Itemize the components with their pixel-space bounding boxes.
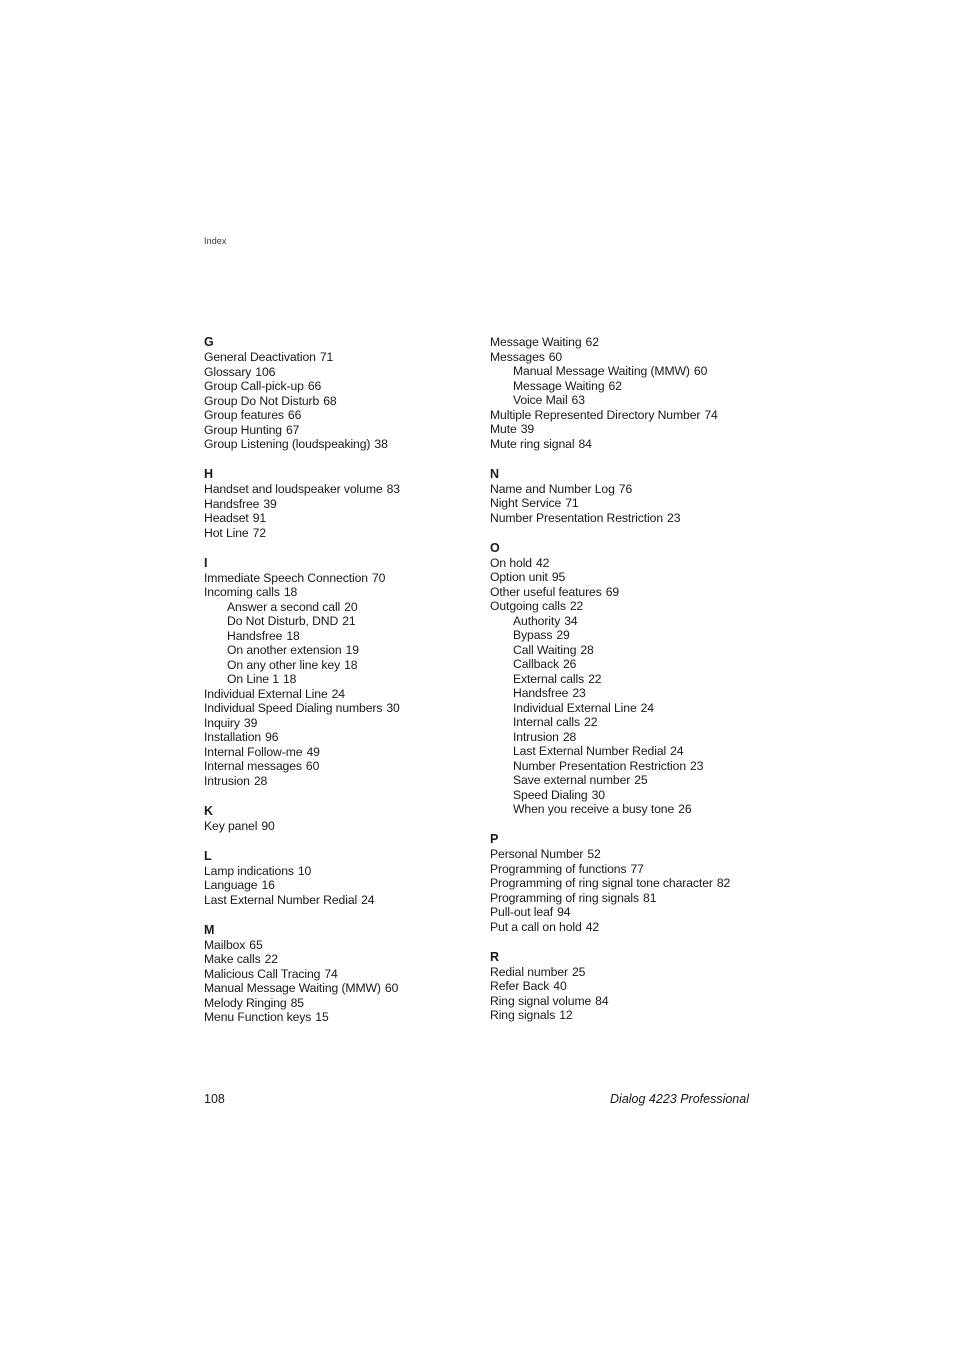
entry-page-number: 62 xyxy=(585,335,599,349)
entry-page-number: 18 xyxy=(286,628,300,643)
entry-term: Number Presentation Restriction xyxy=(513,758,687,773)
index-subentry xyxy=(490,802,770,817)
index-subentry xyxy=(204,658,484,673)
entry-page-number: 34 xyxy=(564,613,578,628)
entry-term: Last External Number Redial xyxy=(204,892,358,907)
entry-term: Multiple Represented Directory Number xyxy=(490,407,701,422)
index-entry xyxy=(490,335,770,350)
index-column-right xyxy=(490,335,770,1038)
entry-term: Group Listening (loudspeaking) xyxy=(204,437,371,451)
entry-term: Call Waiting xyxy=(513,642,577,657)
index-entry xyxy=(204,437,484,452)
index-entry xyxy=(490,920,770,935)
index-subentry xyxy=(490,686,770,701)
index-entry xyxy=(490,599,770,614)
entry-term: Individual External Line xyxy=(204,686,328,701)
entry-page-number: 28 xyxy=(253,773,268,788)
entry-term: Refer Back xyxy=(490,979,550,993)
index-entry xyxy=(490,994,770,1009)
index-entry xyxy=(204,819,484,834)
entry-page-number: 71 xyxy=(319,350,334,364)
entry-term: Ring signals xyxy=(490,1008,556,1022)
index-section xyxy=(490,832,770,934)
entry-page-number: 12 xyxy=(559,1008,573,1022)
index-entry xyxy=(490,965,770,980)
entry-term: Redial number xyxy=(490,964,568,979)
entry-term: Internal messages xyxy=(204,759,302,773)
index-entry xyxy=(490,891,770,906)
index-entry xyxy=(204,745,484,760)
entry-term: Headset xyxy=(204,511,249,525)
entry-page-number: 60 xyxy=(693,364,708,378)
index-section xyxy=(490,541,770,817)
index-entry xyxy=(204,497,484,512)
index-entry xyxy=(204,730,484,745)
entry-page-number: 67 xyxy=(285,422,300,437)
running-header: Index xyxy=(204,236,227,246)
entry-page-number: 23 xyxy=(572,686,586,700)
entry-term: Message Waiting xyxy=(513,378,605,393)
entry-page-number: 24 xyxy=(640,700,654,715)
entry-term: Melody Ringing xyxy=(204,995,287,1010)
index-entry xyxy=(204,893,484,908)
entry-page-number: 28 xyxy=(562,729,577,744)
entry-term: Programming of ring signals xyxy=(490,890,640,905)
index-subentry xyxy=(204,629,484,644)
index-entry xyxy=(490,979,770,994)
entry-term: Save external number xyxy=(513,773,631,787)
entry-page-number: 22 xyxy=(264,952,278,966)
entry-page-number: 72 xyxy=(252,525,266,540)
index-entry xyxy=(204,350,484,365)
document-title: Dialog 4223 Professional xyxy=(610,1092,749,1106)
entry-term: Personal Number xyxy=(490,847,584,861)
entry-term: Intrusion xyxy=(204,773,250,788)
entry-page-number: 65 xyxy=(249,937,263,952)
section-letter: N xyxy=(490,466,500,481)
entry-page-number: 84 xyxy=(595,993,609,1008)
entry-page-number: 19 xyxy=(345,643,359,657)
entry-term: Make calls xyxy=(204,952,261,966)
section-letter: I xyxy=(204,555,208,570)
index-entry xyxy=(204,938,484,953)
index-section xyxy=(490,467,770,526)
entry-term: Speed Dialing xyxy=(513,787,588,802)
entry-page-number: 49 xyxy=(306,744,320,759)
index-entry xyxy=(204,408,484,423)
index-entry xyxy=(204,379,484,394)
index-entry xyxy=(490,876,770,891)
index-subentry xyxy=(490,672,770,687)
entry-term: Voice Mail xyxy=(513,393,568,407)
index-subentry xyxy=(490,744,770,759)
index-entry xyxy=(490,511,770,526)
index-column-left xyxy=(204,335,484,1040)
entry-term: Language xyxy=(204,878,258,892)
section-letter: M xyxy=(204,922,215,937)
entry-term: Group features xyxy=(204,408,284,422)
index-subentry xyxy=(490,788,770,803)
entry-page-number: 24 xyxy=(361,892,375,907)
entry-page-number: 94 xyxy=(557,905,571,919)
entry-term: Individual Speed Dialing numbers xyxy=(204,701,383,715)
section-letter: P xyxy=(490,832,499,846)
entry-term: Pull-out leaf xyxy=(490,905,554,919)
entry-page-number: 24 xyxy=(331,686,345,701)
entry-page-number: 24 xyxy=(670,744,684,758)
index-entry xyxy=(204,864,484,879)
entry-page-number: 20 xyxy=(344,599,358,614)
entry-term: General Deactivation xyxy=(204,350,316,364)
index-subentry xyxy=(490,643,770,658)
entry-term: Handsfree xyxy=(204,496,260,511)
index-section xyxy=(204,923,484,1025)
index-entry xyxy=(204,526,484,541)
section-letter: H xyxy=(204,467,214,481)
entry-page-number: 66 xyxy=(307,379,322,393)
entry-page-number: 96 xyxy=(265,730,279,744)
index-entry xyxy=(204,981,484,996)
entry-term: Night Service xyxy=(490,496,562,510)
entry-term: Glossary xyxy=(204,364,252,379)
index-entry xyxy=(204,701,484,716)
index-entry xyxy=(204,365,484,380)
index-subentry xyxy=(490,393,770,408)
index-entry xyxy=(490,585,770,600)
entry-term: Message Waiting xyxy=(490,335,582,349)
entry-page-number: 85 xyxy=(290,995,304,1010)
entry-page-number: 22 xyxy=(569,599,584,613)
index-entry xyxy=(204,967,484,982)
entry-page-number: 18 xyxy=(282,672,297,686)
entry-page-number: 18 xyxy=(283,585,298,599)
entry-page-number: 23 xyxy=(667,510,681,525)
entry-term: Other useful features xyxy=(490,584,602,599)
index-subentry xyxy=(490,701,770,716)
entry-term: Handset and loudspeaker volume xyxy=(204,482,383,496)
entry-term: Handsfree xyxy=(227,628,283,643)
index-subentry xyxy=(490,614,770,629)
index-entry xyxy=(204,687,484,702)
section-letter: L xyxy=(204,848,212,863)
section-letter: O xyxy=(490,540,500,555)
entry-page-number: 91 xyxy=(252,511,267,525)
index-entry xyxy=(490,422,770,437)
index-entry xyxy=(490,1008,770,1023)
entry-page-number: 42 xyxy=(536,555,550,570)
entry-term: Number Presentation Restriction xyxy=(490,510,664,525)
entry-term: Group Call-pick-up xyxy=(204,379,304,393)
page-number: 108 xyxy=(204,1092,225,1106)
entry-page-number: 30 xyxy=(386,701,400,715)
index-entry xyxy=(204,423,484,438)
section-letter: R xyxy=(490,949,500,964)
index-entry xyxy=(204,878,484,893)
entry-term: Mute ring signal xyxy=(490,436,575,451)
index-entry xyxy=(204,571,484,586)
entry-page-number: 25 xyxy=(634,773,648,787)
entry-page-number: 74 xyxy=(324,966,338,981)
entry-page-number: 38 xyxy=(374,437,388,451)
entry-term: Callback xyxy=(513,657,559,671)
index-section xyxy=(204,804,484,834)
entry-page-number: 90 xyxy=(261,818,275,833)
entry-page-number: 39 xyxy=(243,715,258,730)
entry-term: Malicious Call Tracing xyxy=(204,966,321,981)
entry-term: Immediate Speech Connection xyxy=(204,570,368,585)
index-section xyxy=(204,467,484,540)
index-entry xyxy=(490,408,770,423)
entry-page-number: 63 xyxy=(571,393,585,407)
entry-term: Intrusion xyxy=(513,729,559,744)
index-section xyxy=(204,849,484,908)
index-subentry xyxy=(490,759,770,774)
index-entry xyxy=(204,394,484,409)
entry-page-number: 68 xyxy=(323,393,337,408)
entry-page-number: 62 xyxy=(608,378,622,393)
entry-term: On another extension xyxy=(227,643,342,657)
entry-page-number: 106 xyxy=(255,364,276,379)
entry-page-number: 95 xyxy=(551,570,566,584)
entry-page-number: 22 xyxy=(588,671,602,686)
entry-page-number: 76 xyxy=(618,481,633,496)
entry-term: Menu Function keys xyxy=(204,1010,312,1024)
index-entry xyxy=(204,996,484,1011)
entry-page-number: 26 xyxy=(678,802,692,816)
entry-page-number: 60 xyxy=(305,759,320,773)
entry-page-number: 18 xyxy=(344,657,358,672)
entry-term: Put a call on hold xyxy=(490,919,582,934)
index-subentry xyxy=(490,773,770,788)
entry-term: Authority xyxy=(513,613,561,628)
index-entry xyxy=(490,862,770,877)
index-subentry xyxy=(490,715,770,730)
entry-page-number: 52 xyxy=(587,847,601,861)
entry-page-number: 66 xyxy=(287,408,302,422)
index-subentry xyxy=(490,657,770,672)
entry-page-number: 82 xyxy=(716,876,731,890)
entry-page-number: 29 xyxy=(556,628,570,642)
entry-page-number: 77 xyxy=(630,861,644,876)
entry-term: Lamp indications xyxy=(204,863,294,878)
entry-page-number: 16 xyxy=(261,878,275,892)
entry-page-number: 42 xyxy=(585,919,600,934)
index-subentry xyxy=(490,379,770,394)
entry-term: Group Hunting xyxy=(204,422,282,437)
entry-term: Inquiry xyxy=(204,715,240,730)
entry-term: External calls xyxy=(513,671,585,686)
entry-term: Installation xyxy=(204,730,262,744)
entry-term: On hold xyxy=(490,555,532,570)
entry-term: Group Do Not Disturb xyxy=(204,393,320,408)
entry-page-number: 40 xyxy=(553,979,567,993)
entry-term: Answer a second call xyxy=(227,599,341,614)
index-entry xyxy=(490,437,770,452)
entry-term: Outgoing calls xyxy=(490,599,566,613)
entry-page-number: 84 xyxy=(578,436,592,451)
entry-page-number: 60 xyxy=(384,981,399,995)
section-letter: K xyxy=(204,803,214,818)
entry-term: On any other line key xyxy=(227,657,341,672)
entry-page-number: 74 xyxy=(704,407,718,422)
entry-term: Option unit xyxy=(490,570,548,584)
entry-page-number: 10 xyxy=(297,863,312,878)
index-section xyxy=(204,335,484,452)
entry-page-number: 60 xyxy=(548,349,563,364)
index-subentry xyxy=(490,628,770,643)
entry-term: Name and Number Log xyxy=(490,481,615,496)
index-section xyxy=(204,556,484,789)
index-section xyxy=(490,335,770,451)
entry-page-number: 69 xyxy=(605,584,620,599)
entry-term: When you receive a busy tone xyxy=(513,802,675,816)
index-entry xyxy=(204,952,484,967)
entry-term: Ring signal volume xyxy=(490,993,592,1008)
entry-term: Hot Line xyxy=(204,525,249,540)
entry-term: Incoming calls xyxy=(204,585,280,599)
index-subentry xyxy=(204,643,484,658)
index-entry xyxy=(204,1010,484,1025)
index-entry xyxy=(490,847,770,862)
entry-page-number: 21 xyxy=(342,614,356,628)
entry-term: Handsfree xyxy=(513,686,569,700)
entry-term: Manual Message Waiting (MMW) xyxy=(513,364,690,378)
entry-term: Manual Message Waiting (MMW) xyxy=(204,981,381,995)
index-section xyxy=(490,950,770,1023)
entry-page-number: 71 xyxy=(565,496,579,510)
index-entry xyxy=(204,482,484,497)
entry-term: Programming of ring signal tone character xyxy=(490,876,713,890)
entry-page-number: 15 xyxy=(315,1010,329,1024)
entry-term: Programming of functions xyxy=(490,861,627,876)
index-entry xyxy=(490,496,770,511)
entry-page-number: 30 xyxy=(591,787,605,802)
entry-term: Bypass xyxy=(513,628,553,642)
index-entry xyxy=(490,482,770,497)
index-entry xyxy=(204,774,484,789)
entry-term: Mute xyxy=(490,422,517,436)
index-subentry xyxy=(204,672,484,687)
entry-term: Mailbox xyxy=(204,937,246,952)
entry-page-number: 26 xyxy=(562,657,577,671)
entry-page-number: 70 xyxy=(371,570,386,585)
entry-page-number: 39 xyxy=(263,496,277,511)
entry-term: Key panel xyxy=(204,818,258,833)
entry-term: Last External Number Redial xyxy=(513,744,667,758)
entry-page-number: 22 xyxy=(584,715,598,729)
entry-page-number: 23 xyxy=(690,758,704,773)
index-entry xyxy=(490,570,770,585)
index-subentry xyxy=(490,730,770,745)
index-entry xyxy=(490,556,770,571)
entry-page-number: 28 xyxy=(580,642,594,657)
entry-page-number: 39 xyxy=(520,422,535,436)
index-subentry xyxy=(490,364,770,379)
entry-term: On Line 1 xyxy=(227,672,279,686)
section-letter: G xyxy=(204,335,214,349)
entry-term: Internal calls xyxy=(513,715,581,729)
entry-term: Do Not Disturb, DND xyxy=(227,614,339,628)
index-entry xyxy=(490,905,770,920)
entry-term: Internal Follow-me xyxy=(204,744,303,759)
entry-page-number: 25 xyxy=(571,964,586,979)
index-subentry xyxy=(204,600,484,615)
entry-term: Individual External Line xyxy=(513,700,637,715)
index-entry xyxy=(204,759,484,774)
entry-page-number: 83 xyxy=(386,482,400,496)
entry-page-number: 81 xyxy=(643,890,657,905)
index-entry xyxy=(490,350,770,365)
index-entry xyxy=(204,585,484,600)
index-entry xyxy=(204,511,484,526)
index-subentry xyxy=(204,614,484,629)
index-entry xyxy=(204,716,484,731)
entry-term: Messages xyxy=(490,349,545,364)
